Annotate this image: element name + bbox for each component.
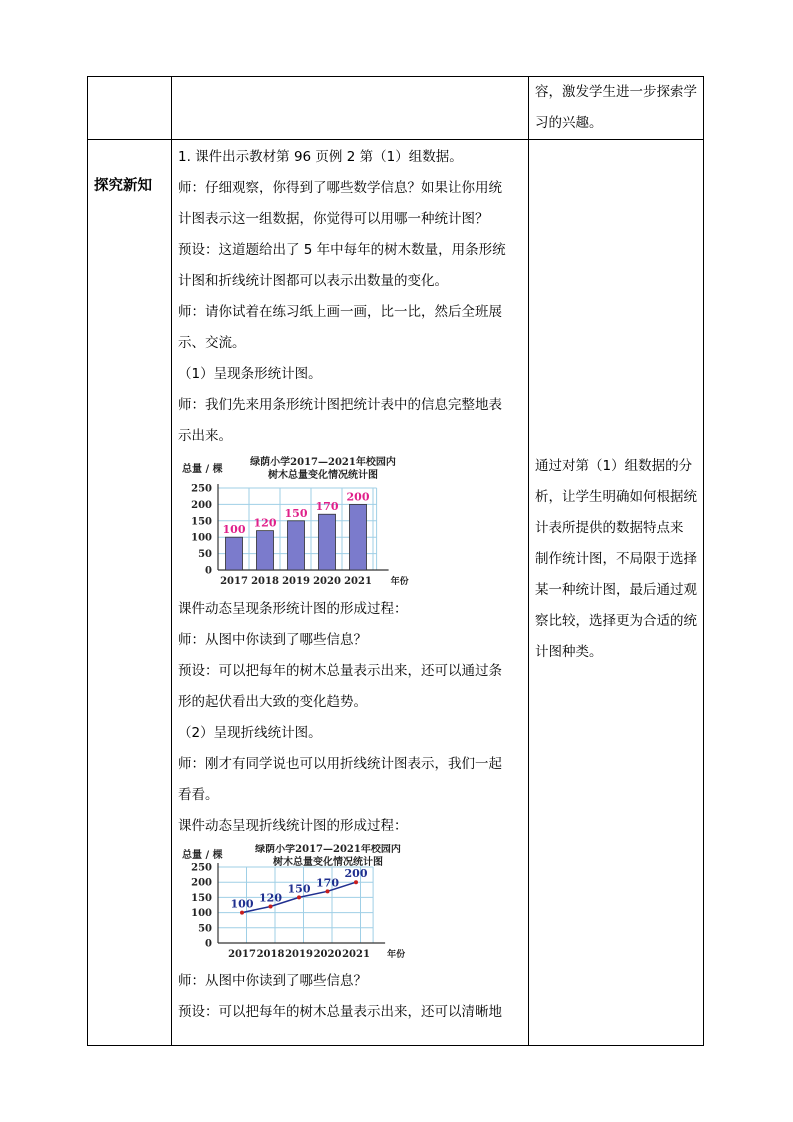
y-tick-label: 150 (191, 892, 212, 904)
content-line: 预设：可以把每年的树木总量表示出来，还可以清晰地 (178, 1004, 502, 1020)
row2-note-line: 某一种统计图，最后通过观 (535, 582, 697, 598)
content-line: 课件动态呈现折线统计图的形成过程： (178, 818, 408, 834)
y-tick-label: 50 (198, 923, 212, 935)
row2-label-cell (88, 140, 172, 1046)
y-tick-label: 200 (191, 499, 212, 511)
content-line: （1）呈现条形统计图。 (178, 366, 322, 382)
content-line: 形的起伏看出大致的变化趋势。 (178, 694, 367, 710)
chart-title-line: 树木总量变化情况统计图 (268, 470, 378, 481)
row1-note-line: 容，激发学生进一步探索学 (535, 84, 697, 100)
data-label: 170 (315, 500, 339, 514)
data-point (326, 889, 330, 893)
x-tick-label: 2018 (256, 949, 285, 960)
content-line: 师：请你试着在练习纸上画一画，比一比，然后全班展 (178, 304, 502, 320)
content-line: 师：从图中你读到了哪些信息？ (178, 632, 367, 648)
content-line: 计图和折线统计图都可以表示出数量的变化。 (178, 273, 448, 289)
row2-note-cell (529, 140, 704, 1046)
x-tick-label: 2020 (313, 949, 342, 960)
bar (225, 537, 242, 570)
row2-note-line: 析，让学生明确如何根据统 (535, 489, 697, 505)
row2-note-line: 计图种类。 (535, 644, 603, 660)
bar (256, 531, 273, 570)
content-line: 师：我们先来用条形统计图把统计表中的信息完整地表 (178, 397, 502, 413)
content-line: 师：从图中你读到了哪些信息？ (178, 973, 367, 989)
x-tick-label: 2020 (313, 576, 341, 587)
row1-content-cell (172, 77, 529, 140)
data-label: 200 (344, 867, 368, 881)
x-axis-label: 年份 (387, 950, 406, 960)
lesson-table (87, 76, 704, 1046)
x-tick-label: 2017 (220, 576, 248, 587)
x-tick-label: 2019 (285, 949, 313, 960)
bar (349, 504, 366, 570)
data-label: 100 (222, 523, 246, 537)
row2-note-line: 察比较，选择更为合适的统 (535, 613, 697, 629)
data-point (240, 911, 244, 915)
chart-title-line: 绿荫小学2017—2021年校园内 (255, 844, 401, 855)
content-line: 师：刚才有同学说也可以用折线统计图表示，我们一起 (178, 756, 502, 772)
y-axis-label: 总量 / 棵 (182, 850, 223, 861)
data-label: 150 (287, 882, 311, 896)
x-tick-label: 2017 (228, 949, 256, 960)
x-axis-label: 年份 (390, 577, 409, 587)
section-heading: 探究新知 (94, 178, 152, 194)
y-tick-label: 100 (191, 532, 212, 544)
x-tick-label: 2019 (282, 576, 310, 587)
x-tick-label: 2018 (251, 576, 279, 587)
row2-note-line: 计表所提供的数据特点来 (535, 520, 684, 536)
content-line: （2）呈现折线统计图。 (178, 725, 322, 741)
row2-content-cell (172, 140, 529, 1046)
row1-note-line: 习的兴趣。 (535, 115, 603, 131)
content-line: 师：仔细观察，你得到了哪些数学信息？如果让你用统 (178, 180, 502, 196)
bar (287, 521, 304, 570)
content-line: 课件动态呈现条形统计图的形成过程： (178, 601, 408, 617)
y-tick-label: 50 (198, 549, 212, 561)
row2-note-line: 制作统计图，不局限于选择 (535, 551, 697, 567)
data-label: 120 (253, 516, 277, 530)
content-line: 1. 课件出示教材第 96 页例 2 第（1）组数据。 (178, 149, 463, 165)
bar-chart (178, 454, 418, 594)
content-line: 示出来。 (178, 428, 232, 444)
y-tick-label: 250 (191, 862, 212, 874)
row2-note-line: 通过对第（1）组数据的分 (535, 458, 693, 474)
y-tick-label: 200 (191, 877, 212, 889)
y-tick-label: 150 (191, 516, 212, 528)
content-line: 计图表示这一组数据，你觉得可以用哪一种统计图？ (178, 211, 489, 227)
content-line: 预设：这道题给出了 5 年中每年的树木数量，用条形统 (178, 242, 506, 258)
data-label: 120 (259, 891, 282, 905)
row1-note-cell (529, 77, 704, 140)
line-chart (178, 844, 418, 966)
content-line: 示、交流。 (178, 335, 246, 351)
data-label: 100 (230, 897, 254, 911)
y-tick-label: 0 (205, 565, 212, 577)
row1-label-cell (88, 77, 172, 140)
data-point (269, 905, 273, 909)
y-tick-label: 100 (191, 908, 212, 920)
content-line: 看看。 (178, 787, 219, 803)
y-axis-label: 总量 / 棵 (182, 464, 223, 475)
data-point (354, 880, 358, 884)
x-tick-label: 2021 (342, 949, 370, 960)
y-tick-label: 250 (191, 483, 212, 495)
chart-title-line: 绿荫小学2017—2021年校园内 (250, 457, 396, 468)
chart-title-line: 树木总量变化情况统计图 (273, 857, 383, 868)
content-line: 预设：可以把每年的树木总量表示出来，还可以通过条 (178, 663, 502, 679)
bar (318, 514, 335, 570)
data-point (297, 895, 301, 899)
data-label: 200 (346, 490, 370, 504)
x-tick-label: 2021 (344, 576, 372, 587)
y-tick-label: 0 (205, 938, 212, 950)
data-label: 170 (316, 876, 339, 890)
data-label: 150 (284, 506, 308, 520)
